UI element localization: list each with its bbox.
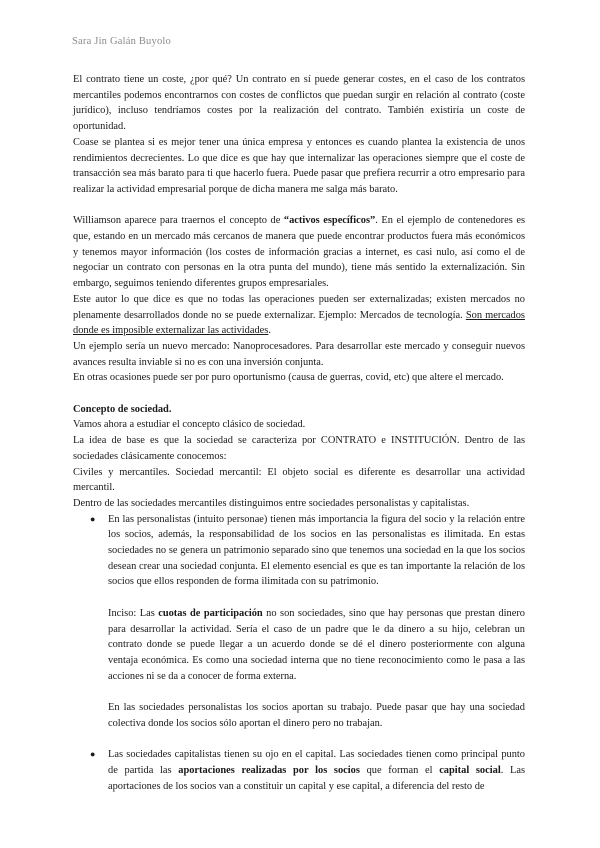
paragraph-intro-society: Vamos ahora a estudiar el concepto clásico de sociedad. (73, 419, 306, 431)
bold-term-aportaciones: aportaciones realizadas por los socios (178, 764, 360, 776)
paragraph-coase: Coase se plantea si es mejor tener una única empresa y entonces es cuando plantea la existencia de unos rendimientos decrecientes. Lo que dice es que hay que internalizar las operaciones siempre que el coste de transacción sea más barato para ti que hacerlo fuera. Puede pasar que prefiera recurrir a otro empresario para realizar la actividad empresarial porque de dicha manera me salga más barato. (73, 136, 525, 195)
spacer (108, 684, 525, 700)
list-item-capitalistas (73, 747, 525, 794)
list-text: En las personalistas (intuito personae) tienen más importancia la figura del socio y la relación entre los socios, además, la responsabilidad de los socios en las personalistas es ilimitada. En estas sociedades no se genera un patrimonio separado sino que tenemos una sociedad en la que los socios desean crear una sociedad conjunta. El elemento esencial es que es tan importante la relación de los socios que ellos responden de forma ilimitada con su patrimonio. (108, 513, 525, 588)
text: . En el ejemplo de contenedores es que, estando en un mercado más cercanos de manera que puede encontrar productos fuera más económicos y tenemos mayor información (los costes de información gracias a internet, es casi nulo, así como el de negociar un contrato con personas en la otra punta del mundo), tiene más sentido la externalización. Sin embargo, seguimos teniendo diferentes grupos empresariales. (73, 215, 525, 290)
list-text-inciso (108, 606, 525, 685)
list-item-personalistas (73, 512, 525, 748)
text: que forman el (359, 764, 440, 776)
text: Las sociedades capitalistas tienen su ojo en el capital. Las sociedades tienen como principal punto de partida las (108, 749, 525, 776)
spacer (73, 386, 525, 402)
underlined-sentence: Son mercados donde es imposible externalizar las actividades (73, 309, 525, 337)
paragraph-external-markets (73, 292, 525, 339)
paragraph-opportunism: En otras ocasiones puede ser por puro oportunismo (causa de guerras, covid, etc) que altere el mercado. (73, 372, 504, 384)
bullet-icon: ● (90, 749, 96, 760)
text: . Las aportaciones de los socios van a constituir un capital y ese capital, a diferencia del resto de (108, 764, 526, 792)
paragraph-nanoprocessors: Un ejemplo sería un nuevo mercado: Nanoprocesadores. Para desarrollar este mercado y conseguir nuevos avances resulta inviable si no es con una inversión conjunta. (73, 340, 525, 368)
bold-term-activos-especificos: “activos específicos” (283, 215, 376, 227)
paragraph-contract-institution: La idea de base es que la sociedad se caracteriza por CONTRATO e INSTITUCIÓN. Dentro de las sociedades clásicamente conocemos: (73, 435, 525, 462)
paragraph-williamson (73, 213, 525, 292)
section-heading (73, 402, 525, 418)
paragraph-civil-mercantile: Civiles y mercantiles. Sociedad mercantil: El objeto social es diferente es desarrollar una actividad mercantil. (73, 466, 525, 494)
text: Este autor lo que dice es que no todas las operaciones pueden ser externalizadas; existen mercados no plenamente desarrollados donde no se puede externalizar. Ejemplo: Mercados de tecnología. (73, 293, 525, 321)
paragraph-distinction: Dentro de las sociedades mercantiles distinguimos entre sociedades personalistas y capitalistas. (73, 497, 470, 509)
text: no son sociedades, sino que hay personas que prestan dinero para desarrollar la actividad. Sería el caso de un padre que le da dinero a su hijo, celebran un contrato donde se puede llegar a un acuerdo donde se dé el dinero posteriormente con alguna ventaja económica. Es como una sociedad interna que no tiene reconocimiento como le pasa a las acciones ni se da a conocer de forma externa. (108, 607, 525, 682)
paragraph-contract-cost: El contrato tiene un coste, ¿por qué? Un contrato en sí puede generar costes, en el caso de los contratos mercantiles podemos encontrarnos con costes de conflictos que puedan surgir en relación al contrato (coste jurídico), incluso tendríamos costes por la realización del contrato. También existiría un coste de oportunidad. (73, 74, 525, 133)
bullet-icon: ● (90, 513, 96, 524)
text: Williamson aparece para traernos el concepto de (73, 215, 284, 227)
spacer (73, 198, 525, 214)
bullet-list (73, 512, 525, 795)
spacer (108, 731, 525, 747)
text: Inciso: Las (108, 607, 159, 619)
bold-term-cuotas: cuotas de participación (158, 607, 263, 619)
spacer (108, 590, 525, 606)
document-body (73, 72, 525, 794)
page-header-author: Sara Jin Galán Buyolo (72, 36, 171, 47)
list-text: En las sociedades personalistas los socios aportan su trabajo. Puede pasar que hay una sociedad colectiva donde los socios sólo aportan el dinero pero no trabajan. (108, 702, 525, 729)
heading-text: Concepto de sociedad. (73, 403, 172, 415)
text: . (268, 325, 271, 337)
list-text (108, 747, 525, 794)
bold-term-capital-social: capital social (439, 764, 501, 776)
